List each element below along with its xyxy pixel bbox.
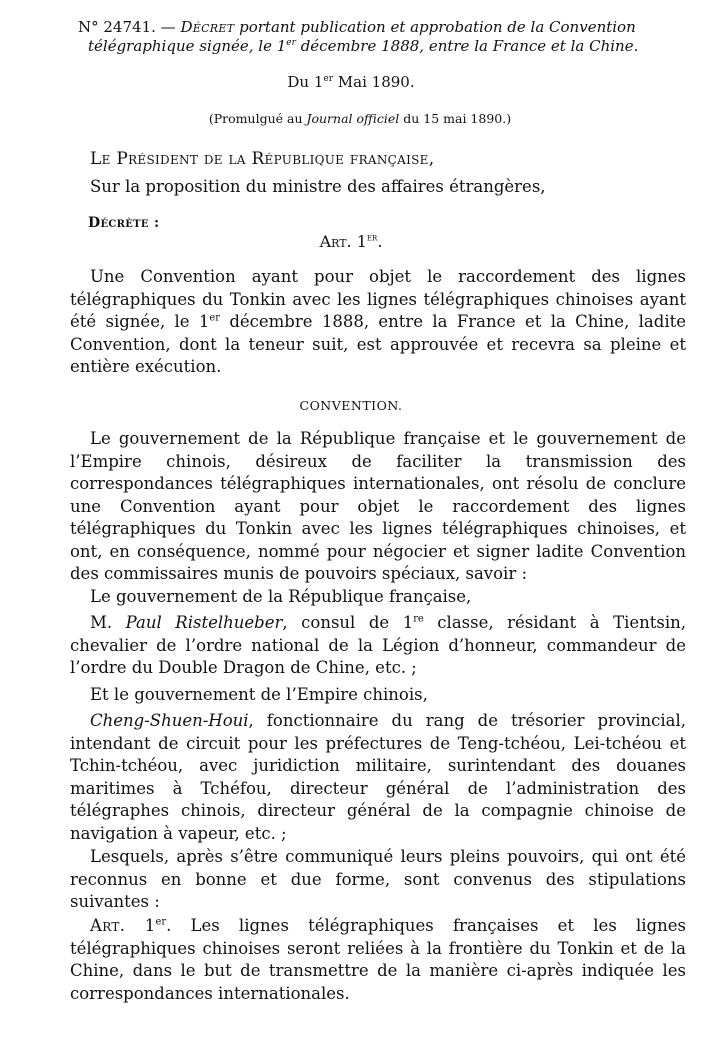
- article-1-text-b: décembre 1888, entre la France et la Chine, ladite Convention, dont la teneur suit, est approuvée et recevra sa pleine et entière exécution.: [70, 312, 686, 376]
- date-sup: er: [323, 74, 334, 84]
- lesquels-paragraph: Lesquels, après s’être communiqué leurs pleins pouvoirs, qui ont été reconnus en bonne et due forme, sont convenus des stipulations suivantes :: [70, 847, 686, 911]
- decree-title-line1: portant publication et approbation de la Convention: [234, 18, 636, 36]
- convention-article-1: [70, 915, 686, 1005]
- article-1-heading: [0, 232, 702, 251]
- convention-intro: Le gouvernement de la République française et le gouvernement de l’Empire chinois, désireux de faciliter la transmission des correspondances télégraphiques internationales, ont résolu de conclure une Convention ayant pour objet le raccordement des lignes télégraphiques du Tonkin avec les lignes télégraphiques chinoises, et ont, en conséquence, nommé pour négocier et signer ladite Convention des commissaires munis de pouvoirs spéciaux, savoir :: [70, 429, 686, 583]
- decree-title-line2-rest: décembre 1888, entre la France et la Chine.: [295, 37, 639, 55]
- proposal-line: Sur la proposition du ministre des affaires étrangères,: [90, 177, 546, 196]
- article-1-prefix: Art. 1: [319, 232, 367, 251]
- decree-title-line2: télégraphique signée, le 1: [88, 37, 287, 55]
- chinese-rep-name: Cheng-Shuen-Houi: [90, 711, 249, 730]
- french-rep-sup: re: [413, 613, 424, 625]
- conv-art1-sup: er: [155, 916, 167, 928]
- convention-heading: CONVENTION.: [299, 398, 403, 413]
- conv-art1-prefix: Art. 1: [90, 916, 156, 935]
- chinese-rep-text: , fonctionnaire du rang de trésorier provincial, intendant de circuit pour les préfectures de Teng-tchéou, Lei-tchéou et Tchin-tchéou, avec juridiction militaire, surintendant des douanes maritimes à Tchéfou, directeur général de l’administration des télégraphes chinois, directeur général de la compagnie chinoise de navigation à vapeur, etc. ;: [70, 711, 686, 843]
- decree-date: [0, 73, 702, 91]
- article-1-suffix: .: [377, 232, 383, 251]
- date-prefix: Du 1: [287, 73, 324, 91]
- decree-title-sup: er: [286, 38, 296, 48]
- french-rep-a: , consul de 1: [282, 613, 414, 632]
- chinese-representative: [70, 710, 686, 845]
- article-1-text: [70, 266, 686, 379]
- date-rest: Mai 1890.: [333, 73, 415, 91]
- promulgation-open: (Promulgué au: [208, 111, 307, 126]
- french-representative: [70, 612, 686, 680]
- conv-art1-text: . Les lignes télégraphiques françaises et les lignes télégraphiques chinoises seront reliées à la frontière du Tonkin et de la Chine, dans le but de transmettre de la manière ci-après indiquée les correspondances internationales.: [70, 916, 686, 1003]
- french-rep-prefix: M.: [90, 613, 126, 632]
- promulgation-close: du 15 mai 1890.): [399, 111, 512, 126]
- chinese-gov-line: Et le gouvernement de l’Empire chinois,: [90, 685, 428, 704]
- french-rep-name: Paul Ristelhueber: [125, 613, 283, 632]
- journal-officiel: Journal officiel: [306, 111, 400, 126]
- article-1-sup: er: [366, 232, 378, 244]
- article-1-text-sup: er: [209, 312, 220, 324]
- decrete-label: Décrète :: [88, 215, 160, 231]
- article-1-text-a: Une Convention ayant pour objet le raccordement des lignes télégraphiques du Tonkin avec les lignes télégraphiques chinoises ayant été signée, le 1: [70, 267, 686, 331]
- header-dash: —: [155, 18, 181, 36]
- french-rep-b: classe, résidant à Tientsin, chevalier de l’ordre national de la Légion d’honneur, commandeur de l’ordre du Double Dragon de Chine, etc. ;: [70, 613, 686, 677]
- decree-label: Décret: [180, 18, 235, 36]
- decree-header: [78, 18, 678, 56]
- decree-number: N° 24741.: [78, 18, 156, 36]
- promulgation-note: [0, 111, 702, 126]
- french-gov-line: Le gouvernement de la République française,: [90, 587, 472, 606]
- president-line: Le Président de la République française,: [90, 149, 435, 169]
